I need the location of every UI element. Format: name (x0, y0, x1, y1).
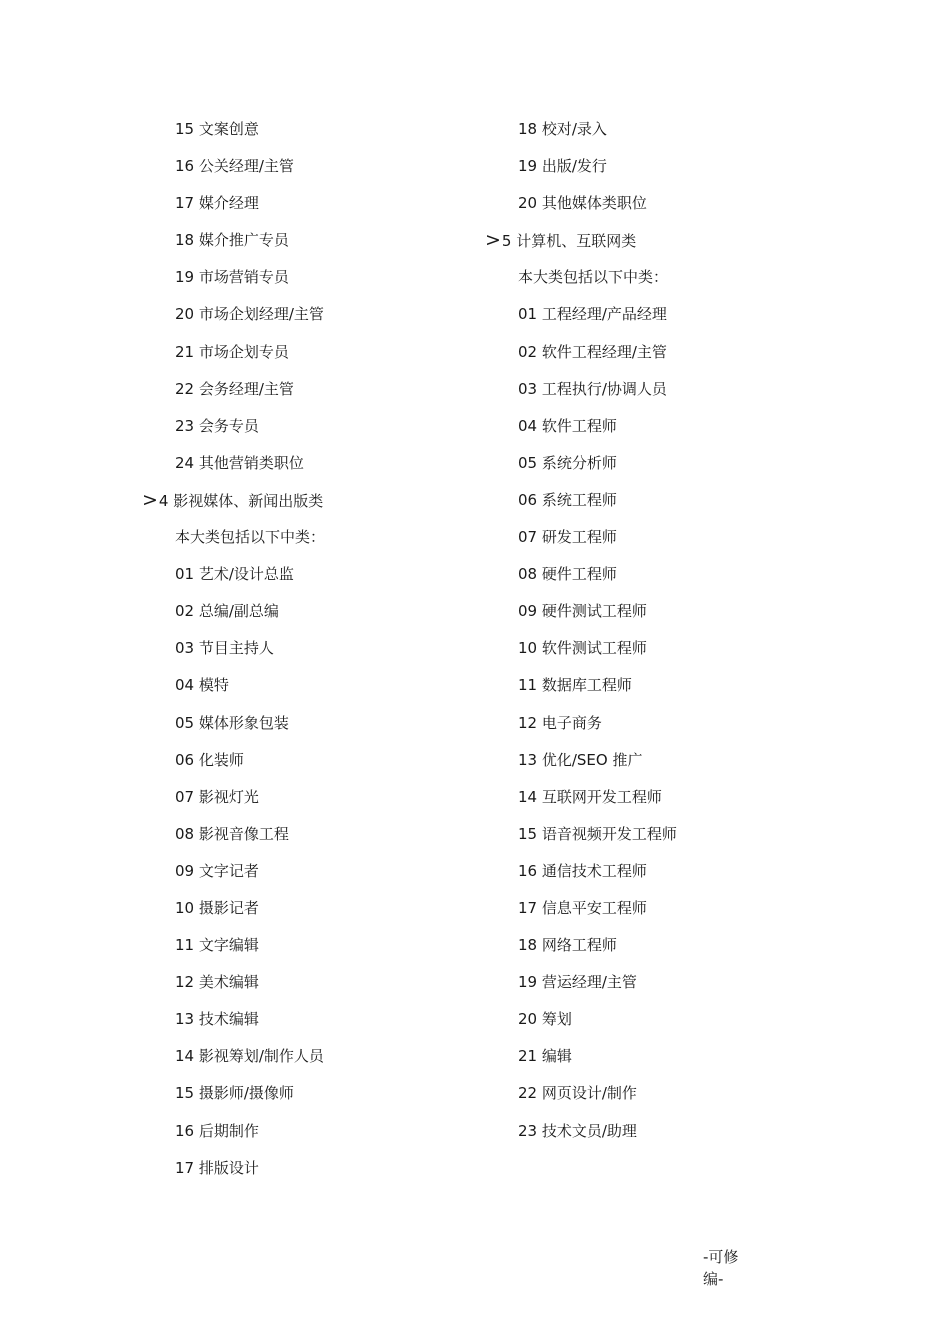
right-category-heading (485, 222, 815, 259)
right-list-item: 10 软件测试工程师 (518, 639, 647, 658)
left-list-item: 12 美术编辑 (175, 973, 259, 992)
right-list-item: 23 技术文员/助理 (518, 1121, 637, 1140)
right-list-item: 20 其他媒体类职位 (518, 194, 647, 213)
right-list-item: 21 编辑 (518, 1047, 572, 1066)
right-list-item: 19 出版/发行 (518, 157, 607, 176)
heading-text: 4 影视媒体、新闻出版类 (158, 491, 324, 510)
left-list-item: 03 节目主持人 (175, 639, 274, 658)
right-list-item: 19 营运经理/主管 (518, 973, 637, 992)
right-list-item: 13 优化/SEO 推广 (518, 750, 643, 769)
left-list-item: 09 文字记者 (175, 861, 259, 880)
right-list-item: 04 软件工程师 (518, 416, 617, 435)
left-list-item: 01 艺术/设计总监 (175, 565, 294, 584)
footer-line-1: -可修 (703, 1248, 739, 1266)
left-category-heading (142, 482, 482, 519)
right-list-item: 本大类包括以下中类： (518, 268, 669, 287)
left-list-item: 19 市场营销专员 (175, 268, 289, 287)
left-list-item: 02 总编/副总编 (175, 602, 279, 621)
left-list-item: 24 其他营销类职位 (175, 453, 304, 472)
right-list-item: 15 语音视频开发工程师 (518, 824, 677, 843)
right-list-item: 14 互联网开发工程师 (518, 787, 662, 806)
right-list-item: 12 电子商务 (518, 713, 602, 732)
left-list-item: 16 公关经理/主管 (175, 157, 294, 176)
right-list-item: 06 系统工程师 (518, 490, 617, 509)
left-list-item: 15 摄影师/摄像师 (175, 1084, 294, 1103)
right-list-item: 18 网络工程师 (518, 936, 617, 955)
right-list-item: 02 软件工程经理/主管 (518, 342, 667, 361)
footer-line-2: 编- (703, 1270, 724, 1288)
left-list-item: 07 影视灯光 (175, 787, 259, 806)
left-list-item: 11 文字编辑 (175, 936, 259, 955)
left-list-item: 22 会务经理/主管 (175, 379, 294, 398)
right-list-item: 20 筹划 (518, 1010, 572, 1029)
left-list-item: 21 市场企划专员 (175, 342, 289, 361)
right-list-item: 09 硬件测试工程师 (518, 602, 647, 621)
left-list-item: 06 化装师 (175, 750, 244, 769)
left-list-item: 15 文案创意 (175, 120, 259, 138)
left-list-item: 17 排版设计 (175, 1158, 259, 1177)
right-list-item: 08 硬件工程师 (518, 565, 617, 584)
right-list-item: 11 数据库工程师 (518, 676, 632, 695)
right-list-item: 05 系统分析师 (518, 453, 617, 472)
left-list-item: 18 媒介推广专员 (175, 231, 289, 250)
right-list-item: 03 工程执行/协调人员 (518, 379, 667, 398)
arrow-bullet-icon: > (142, 488, 158, 511)
left-list-item: 08 影视音像工程 (175, 824, 289, 843)
left-list-item: 17 媒介经理 (175, 194, 259, 213)
left-list-item: 本大类包括以下中类： (175, 528, 326, 547)
page-footer (703, 1246, 763, 1290)
right-list-item: 16 通信技术工程师 (518, 861, 647, 880)
heading-text: 5 计算机、互联网类 (501, 232, 637, 251)
left-list-item: 13 技术编辑 (175, 1010, 259, 1029)
arrow-bullet-icon: > (485, 229, 501, 252)
left-list-item: 20 市场企划经理/主管 (175, 305, 324, 324)
right-list-item: 17 信息平安工程师 (518, 898, 647, 917)
right-list-item: 18 校对/录入 (518, 120, 607, 138)
left-list-item: 05 媒体形象包装 (175, 713, 289, 732)
left-list-item: 04 模特 (175, 676, 229, 695)
left-list-item: 10 摄影记者 (175, 898, 259, 917)
right-list-item: 22 网页设计/制作 (518, 1084, 637, 1103)
left-list-item: 23 会务专员 (175, 416, 259, 435)
right-column (485, 111, 815, 1150)
left-list-item: 14 影视筹划/制作人员 (175, 1047, 324, 1066)
left-list-item: 16 后期制作 (175, 1121, 259, 1140)
left-column (142, 111, 482, 1187)
right-list-item: 07 研发工程师 (518, 528, 617, 547)
right-list-item: 01 工程经理/产品经理 (518, 305, 667, 324)
